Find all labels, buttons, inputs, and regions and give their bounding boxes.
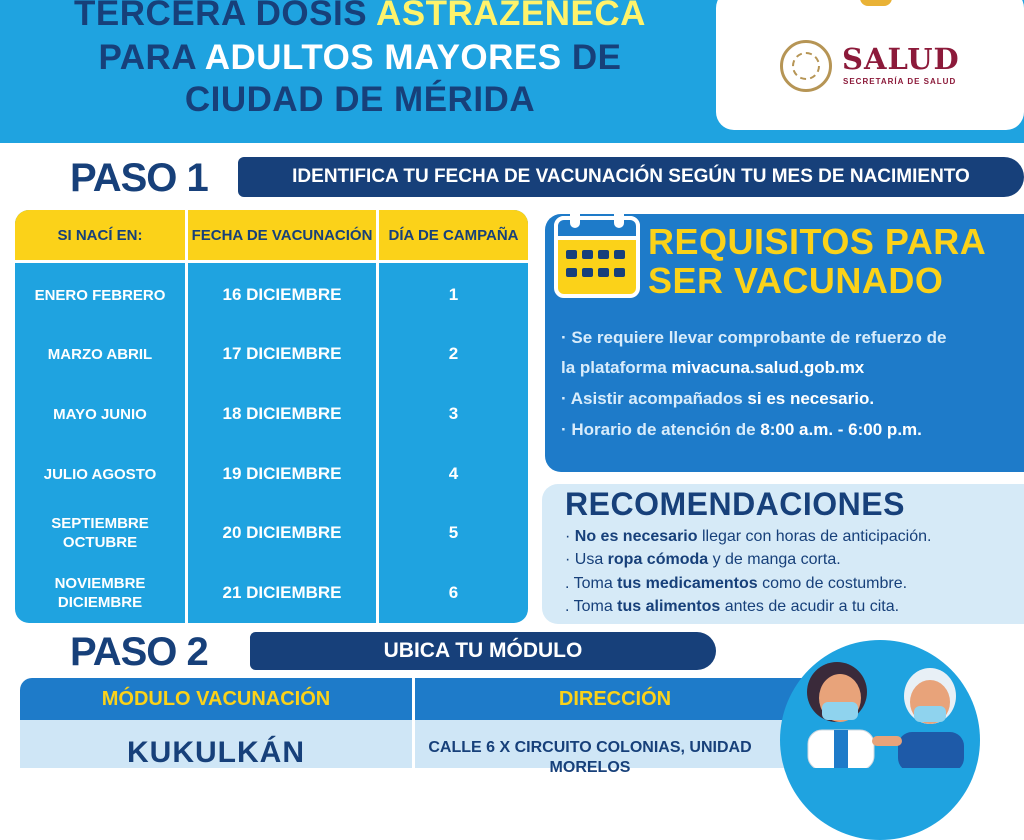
birth-months: NOVIEMBRE DICIEMBRE <box>54 575 146 611</box>
mexico-seal-icon <box>780 40 832 92</box>
birth-months: ENERO FEBRERO <box>34 286 166 304</box>
campaign-day: 3 <box>448 404 459 423</box>
column-header-address: DIRECCIÓN <box>415 678 815 720</box>
birth-months: SEPTIEMBRE OCTUBRE <box>51 515 149 551</box>
vaccination-date: 17 DICIEMBRE <box>222 344 342 363</box>
title-line-2 <box>0 38 720 78</box>
title-line-1 <box>0 0 720 34</box>
vaccination-date: 16 DICIEMBRE <box>222 285 342 304</box>
recommendation-item: · No es necesario llegar con horas de anticipación. <box>565 528 932 545</box>
salud-logo-subtitle: SECRETARÍA DE SALUD <box>843 77 957 86</box>
title-line-3: CIUDAD DE MÉRIDA <box>184 80 536 119</box>
campaign-day: 6 <box>448 583 459 602</box>
paso-1-instruction: IDENTIFICA TU FECHA DE VACUNACIÓN SEGÚN TU MES DE NACIMIENTO <box>238 157 1024 197</box>
calendar-icon <box>554 206 640 300</box>
requirement-item: · Asistir acompañados si es necesario. <box>561 389 875 408</box>
column-header-vaccination-date: FECHA DE VACUNACIÓN <box>191 226 373 244</box>
birth-months: MARZO ABRIL <box>47 345 153 363</box>
vaccination-date: 18 DICIEMBRE <box>222 404 342 423</box>
recommendation-item: . Toma tus medicamentos como de costumbre. <box>565 575 908 592</box>
module-name: KUKULKÁN <box>127 736 305 769</box>
header-divider <box>15 260 528 263</box>
title-audience: ADULTOS MAYORES <box>204 38 562 77</box>
vaccination-date: 19 DICIEMBRE <box>222 464 342 483</box>
recommendation-item: . Toma tus alimentos antes de acudir a tu cita. <box>565 598 900 615</box>
requirement-item: · Horario de atención de 8:00 a.m. - 6:00 p.m. <box>561 420 922 439</box>
campaign-day: 5 <box>448 523 459 542</box>
recommendation-item: · Usa ropa cómoda y de manga corta. <box>565 551 841 568</box>
partner-logo-fragment <box>860 0 892 6</box>
column-header-campaign-day: DÍA DE CAMPAÑA <box>388 226 519 244</box>
salud-logo-text: SALUD <box>842 42 960 76</box>
requirement-item: · Se requiere llevar comprobante de refuerzo de <box>561 328 947 347</box>
birth-months: JULIO AGOSTO <box>43 465 157 483</box>
module-address: CALLE 6 X CIRCUITO COLONIAS, UNIDAD MORELOS <box>428 739 752 776</box>
column-header-module: MÓDULO VACUNACIÓN <box>20 678 412 720</box>
vaccination-date: 20 DICIEMBRE <box>222 523 342 542</box>
vaccination-date: 21 DICIEMBRE <box>222 583 342 602</box>
paso-2-label: PASO 2 <box>70 630 208 674</box>
column-header-birth-month: SI NACÍ EN: <box>57 226 143 244</box>
campaign-day: 4 <box>448 464 459 483</box>
paso-1-label: PASO 1 <box>70 156 208 200</box>
birth-months: MAYO JUNIO <box>53 405 147 423</box>
campaign-day: 2 <box>448 344 459 363</box>
title-vaccine-name: ASTRAZENECA <box>375 0 646 33</box>
campaign-day: 1 <box>448 285 459 304</box>
requirements-title-line: REQUISITOS PARA <box>648 221 987 262</box>
requirements-title-line: SER VACUNADO <box>648 260 944 301</box>
nurse-vaccinating-elderly-man-illustration <box>790 650 990 768</box>
title-text: TERCERA DOSIS <box>74 0 376 33</box>
paso-2-instruction: UBICA TU MÓDULO <box>250 632 716 670</box>
schedule-table <box>15 210 528 623</box>
recommendations-title: RECOMENDACIONES <box>565 486 905 522</box>
title-text: DE <box>561 38 622 77</box>
title-text: PARA <box>98 38 205 77</box>
requirement-item: la plataforma mivacuna.salud.gob.mx <box>561 358 865 377</box>
requirements-title <box>648 222 986 300</box>
